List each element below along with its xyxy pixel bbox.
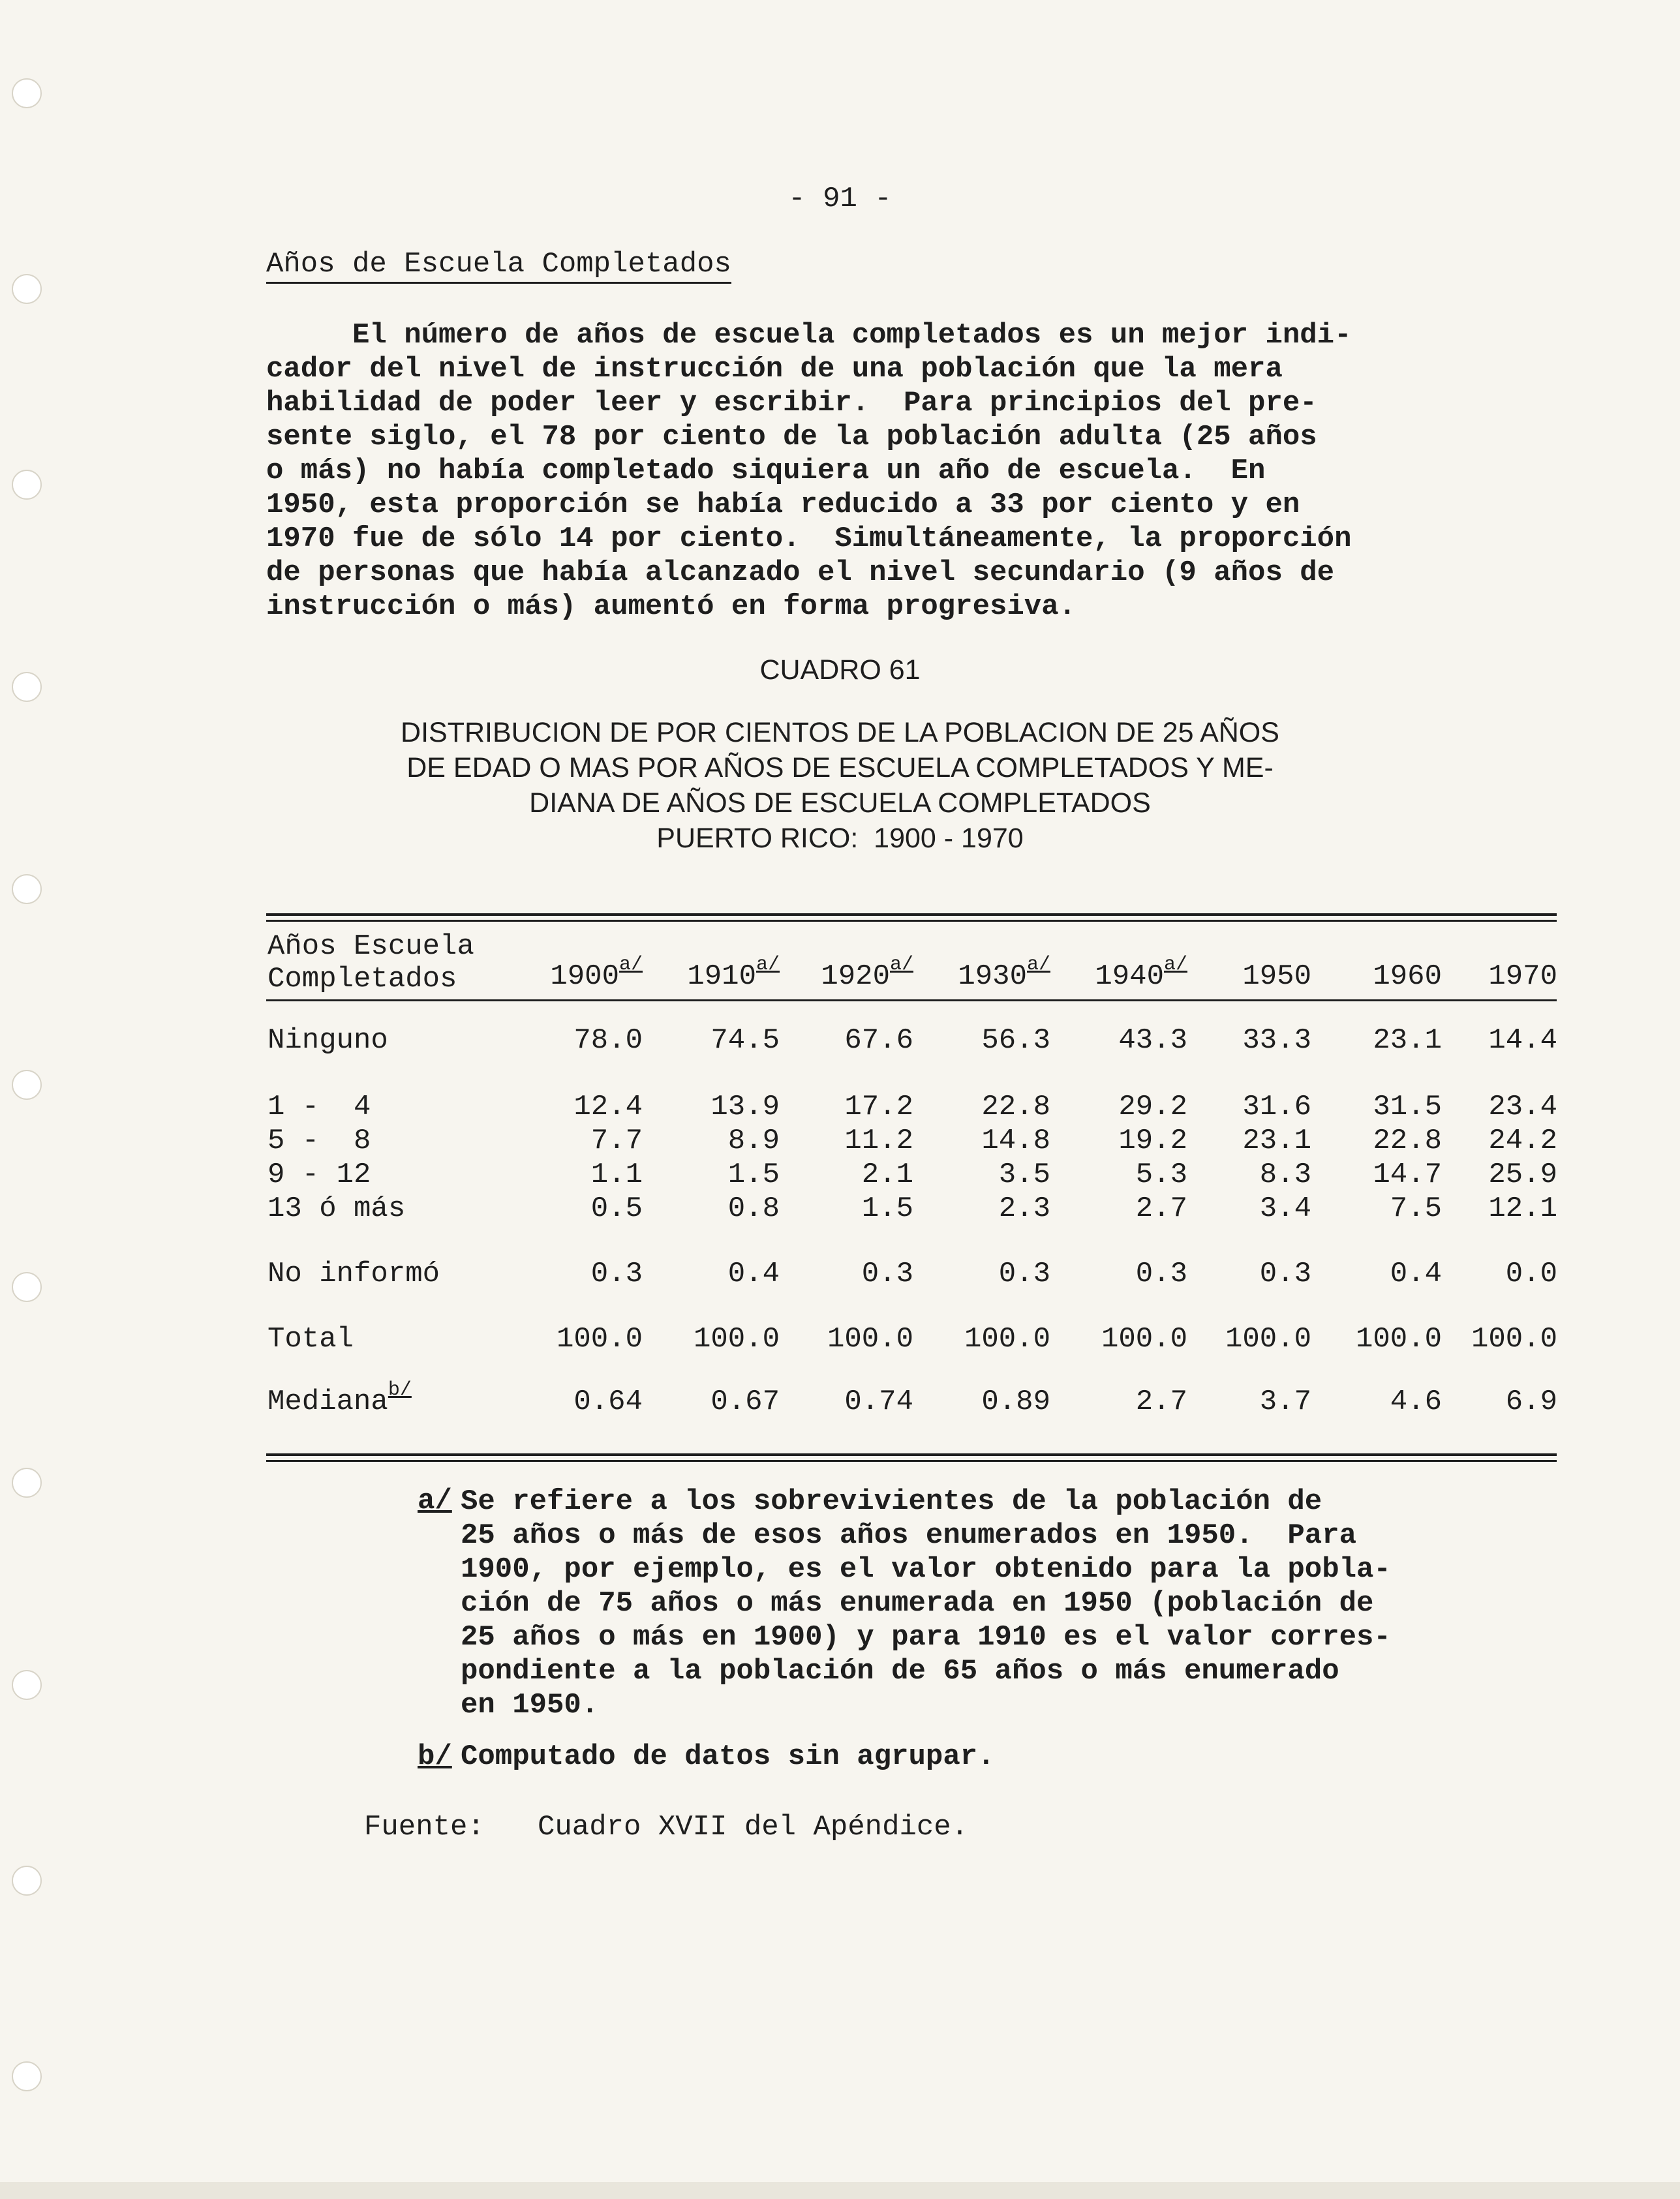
table-cell: 43.3 bbox=[1118, 1024, 1187, 1057]
paragraph-line: 1950, esta proporción se había reducido a 33 por ciento y en bbox=[266, 489, 1300, 521]
table-cell: 8.3 bbox=[1259, 1159, 1311, 1191]
table-cell: 1.5 bbox=[861, 1192, 913, 1225]
table-cell: 2.7 bbox=[1135, 1192, 1187, 1225]
table-cell: 14.4 bbox=[1488, 1024, 1557, 1057]
table-cell: 29.2 bbox=[1118, 1091, 1187, 1123]
year-value: 1930 bbox=[958, 960, 1027, 993]
table-cell: 100.0 bbox=[1225, 1323, 1311, 1356]
table-cell: 25.9 bbox=[1488, 1159, 1557, 1191]
table-cell: 31.5 bbox=[1373, 1091, 1442, 1123]
header-label: Años Escuela bbox=[267, 930, 474, 963]
year-footnote-mark: a/ bbox=[756, 954, 780, 976]
year-header bbox=[1181, 960, 1311, 993]
table-cell: 6.9 bbox=[1505, 1386, 1557, 1418]
footnote-a bbox=[461, 1485, 1570, 1722]
binder-hole bbox=[12, 1070, 42, 1100]
table-cell: 13.9 bbox=[710, 1091, 780, 1123]
table-cell: 24.2 bbox=[1488, 1125, 1557, 1157]
year-footnote-mark: a/ bbox=[619, 954, 643, 976]
table-cell: 100.0 bbox=[1101, 1323, 1187, 1356]
table-cell: 0.3 bbox=[1259, 1258, 1311, 1290]
footnote-a-line: 1900, por ejemplo, es el valor obtenido para la pobla- bbox=[461, 1553, 1391, 1586]
year-value: 1970 bbox=[1488, 960, 1557, 993]
row-label-text: No informó bbox=[267, 1258, 440, 1290]
row-label bbox=[267, 1323, 354, 1356]
body-paragraph bbox=[266, 318, 1506, 624]
table-cell: 0.4 bbox=[1390, 1258, 1442, 1290]
source-label: Fuente: bbox=[364, 1811, 485, 1843]
table-cell: 22.8 bbox=[1373, 1125, 1442, 1157]
paragraph-line: cador del nivel de instrucción de una población que la mera bbox=[266, 353, 1283, 386]
table-cell: 0.5 bbox=[590, 1192, 643, 1225]
section-title: Años de Escuela Completados bbox=[266, 248, 731, 284]
footnote-a-line: en 1950. bbox=[461, 1689, 599, 1721]
table-cell: 100.0 bbox=[556, 1323, 643, 1356]
paragraph-line: habilidad de poder leer y escribir. Para principios del pre- bbox=[266, 387, 1317, 419]
table-cell: 1.1 bbox=[590, 1159, 643, 1191]
year-value: 1940 bbox=[1095, 960, 1164, 993]
year-header bbox=[920, 954, 1050, 993]
table-cell: 0.4 bbox=[727, 1258, 780, 1290]
year-footnote-mark: a/ bbox=[889, 954, 913, 976]
table-cell: 0.89 bbox=[981, 1386, 1050, 1418]
table-cell: 0.67 bbox=[710, 1386, 780, 1418]
table-cell: 23.1 bbox=[1242, 1125, 1311, 1157]
paragraph-line: 1970 fue de sólo 14 por ciento. Simultáneamente, la proporción bbox=[266, 523, 1352, 555]
table-cell: 14.7 bbox=[1373, 1159, 1442, 1191]
paragraph-line: de personas que había alcanzado el nivel secundario (9 años de bbox=[266, 556, 1335, 589]
year-header bbox=[512, 954, 643, 993]
paragraph-line: instrucción o más) aumentó en forma progresiva. bbox=[266, 590, 1077, 623]
table-cell: 23.1 bbox=[1373, 1024, 1442, 1057]
row-label-text: Mediana bbox=[267, 1386, 388, 1418]
table-cell: 0.3 bbox=[1135, 1258, 1187, 1290]
table-cell: 17.2 bbox=[844, 1091, 913, 1123]
table-cell: 12.4 bbox=[573, 1091, 643, 1123]
table-cell: 2.3 bbox=[998, 1192, 1050, 1225]
binder-hole bbox=[12, 874, 42, 904]
row-label-text: 13 ó más bbox=[267, 1192, 406, 1225]
table-cell: 2.7 bbox=[1135, 1386, 1187, 1418]
year-footnote-mark: a/ bbox=[1163, 954, 1187, 976]
table-cell: 100.0 bbox=[1471, 1323, 1557, 1356]
table-cell: 78.0 bbox=[573, 1024, 643, 1057]
binder-hole bbox=[12, 470, 42, 500]
row-label-text: Total bbox=[267, 1323, 354, 1356]
table-cell: 7.5 bbox=[1390, 1192, 1442, 1225]
row-label-text: 1 - 4 bbox=[267, 1091, 371, 1123]
year-value: 1900 bbox=[550, 960, 619, 993]
paragraph-line: o más) no había completado siquiera un año de escuela. En bbox=[266, 455, 1266, 487]
row-label-text: 5 - 8 bbox=[267, 1125, 371, 1157]
row-footnote-mark: b/ bbox=[388, 1379, 412, 1401]
binder-hole bbox=[12, 274, 42, 304]
row-label-text: 9 - 12 bbox=[267, 1159, 371, 1191]
row-label bbox=[267, 1258, 440, 1290]
table-title-line: DE EDAD O MAS POR AÑOS DE ESCUELA COMPLETADOS Y ME- bbox=[406, 752, 1274, 783]
footnote-b-mark: b/ bbox=[418, 1740, 452, 1773]
table-cell: 56.3 bbox=[981, 1024, 1050, 1057]
row-label-text: Ninguno bbox=[267, 1024, 388, 1057]
table-cell: 3.7 bbox=[1259, 1386, 1311, 1418]
table-cell: 100.0 bbox=[964, 1323, 1050, 1356]
binder-hole bbox=[12, 2061, 42, 2091]
table-cell: 7.7 bbox=[590, 1125, 643, 1157]
source-text: Cuadro XVII del Apéndice. bbox=[538, 1811, 969, 1843]
binder-hole bbox=[12, 1272, 42, 1302]
table-cell: 0.0 bbox=[1505, 1258, 1557, 1290]
footnote-b: Computado de datos sin agrupar. bbox=[461, 1740, 995, 1773]
paragraph-line: sente siglo, el 78 por ciento de la población adulta (25 años bbox=[266, 421, 1317, 453]
table-title-line: PUERTO RICO: 1900 - 1970 bbox=[656, 823, 1024, 854]
table-title-line: DISTRIBUCION DE POR CIENTOS DE LA POBLACION DE 25 AÑOS bbox=[401, 717, 1279, 748]
table-title bbox=[0, 715, 1680, 856]
table-number: CUADRO 61 bbox=[759, 654, 921, 686]
binder-hole bbox=[12, 78, 42, 108]
table-cell: 4.6 bbox=[1390, 1386, 1442, 1418]
table-top-rule bbox=[266, 920, 1557, 922]
table-bottom-rule bbox=[266, 1453, 1557, 1456]
table-cell: 8.9 bbox=[727, 1125, 780, 1157]
table-cell: 0.3 bbox=[590, 1258, 643, 1290]
row-label bbox=[267, 1379, 412, 1418]
header-rule bbox=[266, 999, 1557, 1001]
year-value: 1950 bbox=[1242, 960, 1311, 993]
footnote-a-line: 25 años o más en 1900) y para 1910 es el valor corres- bbox=[461, 1621, 1391, 1654]
table-cell: 3.5 bbox=[998, 1159, 1050, 1191]
table-cell: 0.8 bbox=[727, 1192, 780, 1225]
table-cell: 67.6 bbox=[844, 1024, 913, 1057]
table-cell: 31.6 bbox=[1242, 1091, 1311, 1123]
year-header bbox=[1427, 960, 1557, 993]
year-value: 1910 bbox=[687, 960, 756, 993]
table-cell: 74.5 bbox=[710, 1024, 780, 1057]
binder-hole bbox=[12, 1468, 42, 1498]
year-value: 1920 bbox=[821, 960, 890, 993]
row-label bbox=[267, 1091, 371, 1123]
table-cell: 1.5 bbox=[727, 1159, 780, 1191]
year-value: 1960 bbox=[1373, 960, 1442, 993]
table-cell: 23.4 bbox=[1488, 1091, 1557, 1123]
row-label bbox=[267, 1192, 405, 1225]
footnote-a-line: Se refiere a los sobrevivientes de la población de bbox=[461, 1485, 1322, 1518]
table-cell: 100.0 bbox=[827, 1323, 913, 1356]
table-cell: 100.0 bbox=[693, 1323, 780, 1356]
table-cell: 22.8 bbox=[981, 1091, 1050, 1123]
table-cell: 100.0 bbox=[1355, 1323, 1442, 1356]
paragraph-line: El número de años de escuela completados es un mejor indi- bbox=[266, 319, 1352, 352]
table-cell: 14.8 bbox=[981, 1125, 1050, 1157]
footnote-a-line: pondiente a la población de 65 años o más enumerado bbox=[461, 1655, 1339, 1688]
table-cell: 0.3 bbox=[861, 1258, 913, 1290]
table-cell: 5.3 bbox=[1135, 1159, 1187, 1191]
year-header bbox=[649, 954, 780, 993]
row-label bbox=[267, 1125, 371, 1157]
table-cell: 0.3 bbox=[998, 1258, 1050, 1290]
table-cell: 19.2 bbox=[1118, 1125, 1187, 1157]
year-header bbox=[783, 954, 913, 993]
page-edge bbox=[0, 2182, 1680, 2199]
table-top-rule bbox=[266, 913, 1557, 916]
page-number: - 91 - bbox=[788, 183, 892, 215]
binder-hole bbox=[12, 1866, 42, 1896]
footnote-a-mark: a/ bbox=[418, 1485, 452, 1517]
table-bottom-rule bbox=[266, 1460, 1557, 1462]
footnote-a-line: 25 años o más de esos años enumerados en 1950. Para bbox=[461, 1519, 1357, 1552]
year-header bbox=[1057, 954, 1187, 993]
binder-hole bbox=[12, 1670, 42, 1700]
footnote-a-line: ción de 75 años o más enumerada en 1950 (población de bbox=[461, 1587, 1374, 1620]
table-cell: 0.64 bbox=[573, 1386, 643, 1418]
table-cell: 11.2 bbox=[844, 1125, 913, 1157]
row-label bbox=[267, 1159, 371, 1191]
table-title-line: DIANA DE AÑOS DE ESCUELA COMPLETADOS bbox=[529, 787, 1151, 819]
table-cell: 33.3 bbox=[1242, 1024, 1311, 1057]
header-label: Completados bbox=[267, 963, 457, 995]
year-header bbox=[1311, 960, 1442, 993]
table-cell: 12.1 bbox=[1488, 1192, 1557, 1225]
table-cell: 3.4 bbox=[1259, 1192, 1311, 1225]
table-cell: 2.1 bbox=[861, 1159, 913, 1191]
table-cell: 0.74 bbox=[844, 1386, 913, 1418]
row-label bbox=[267, 1024, 388, 1057]
year-footnote-mark: a/ bbox=[1026, 954, 1050, 976]
